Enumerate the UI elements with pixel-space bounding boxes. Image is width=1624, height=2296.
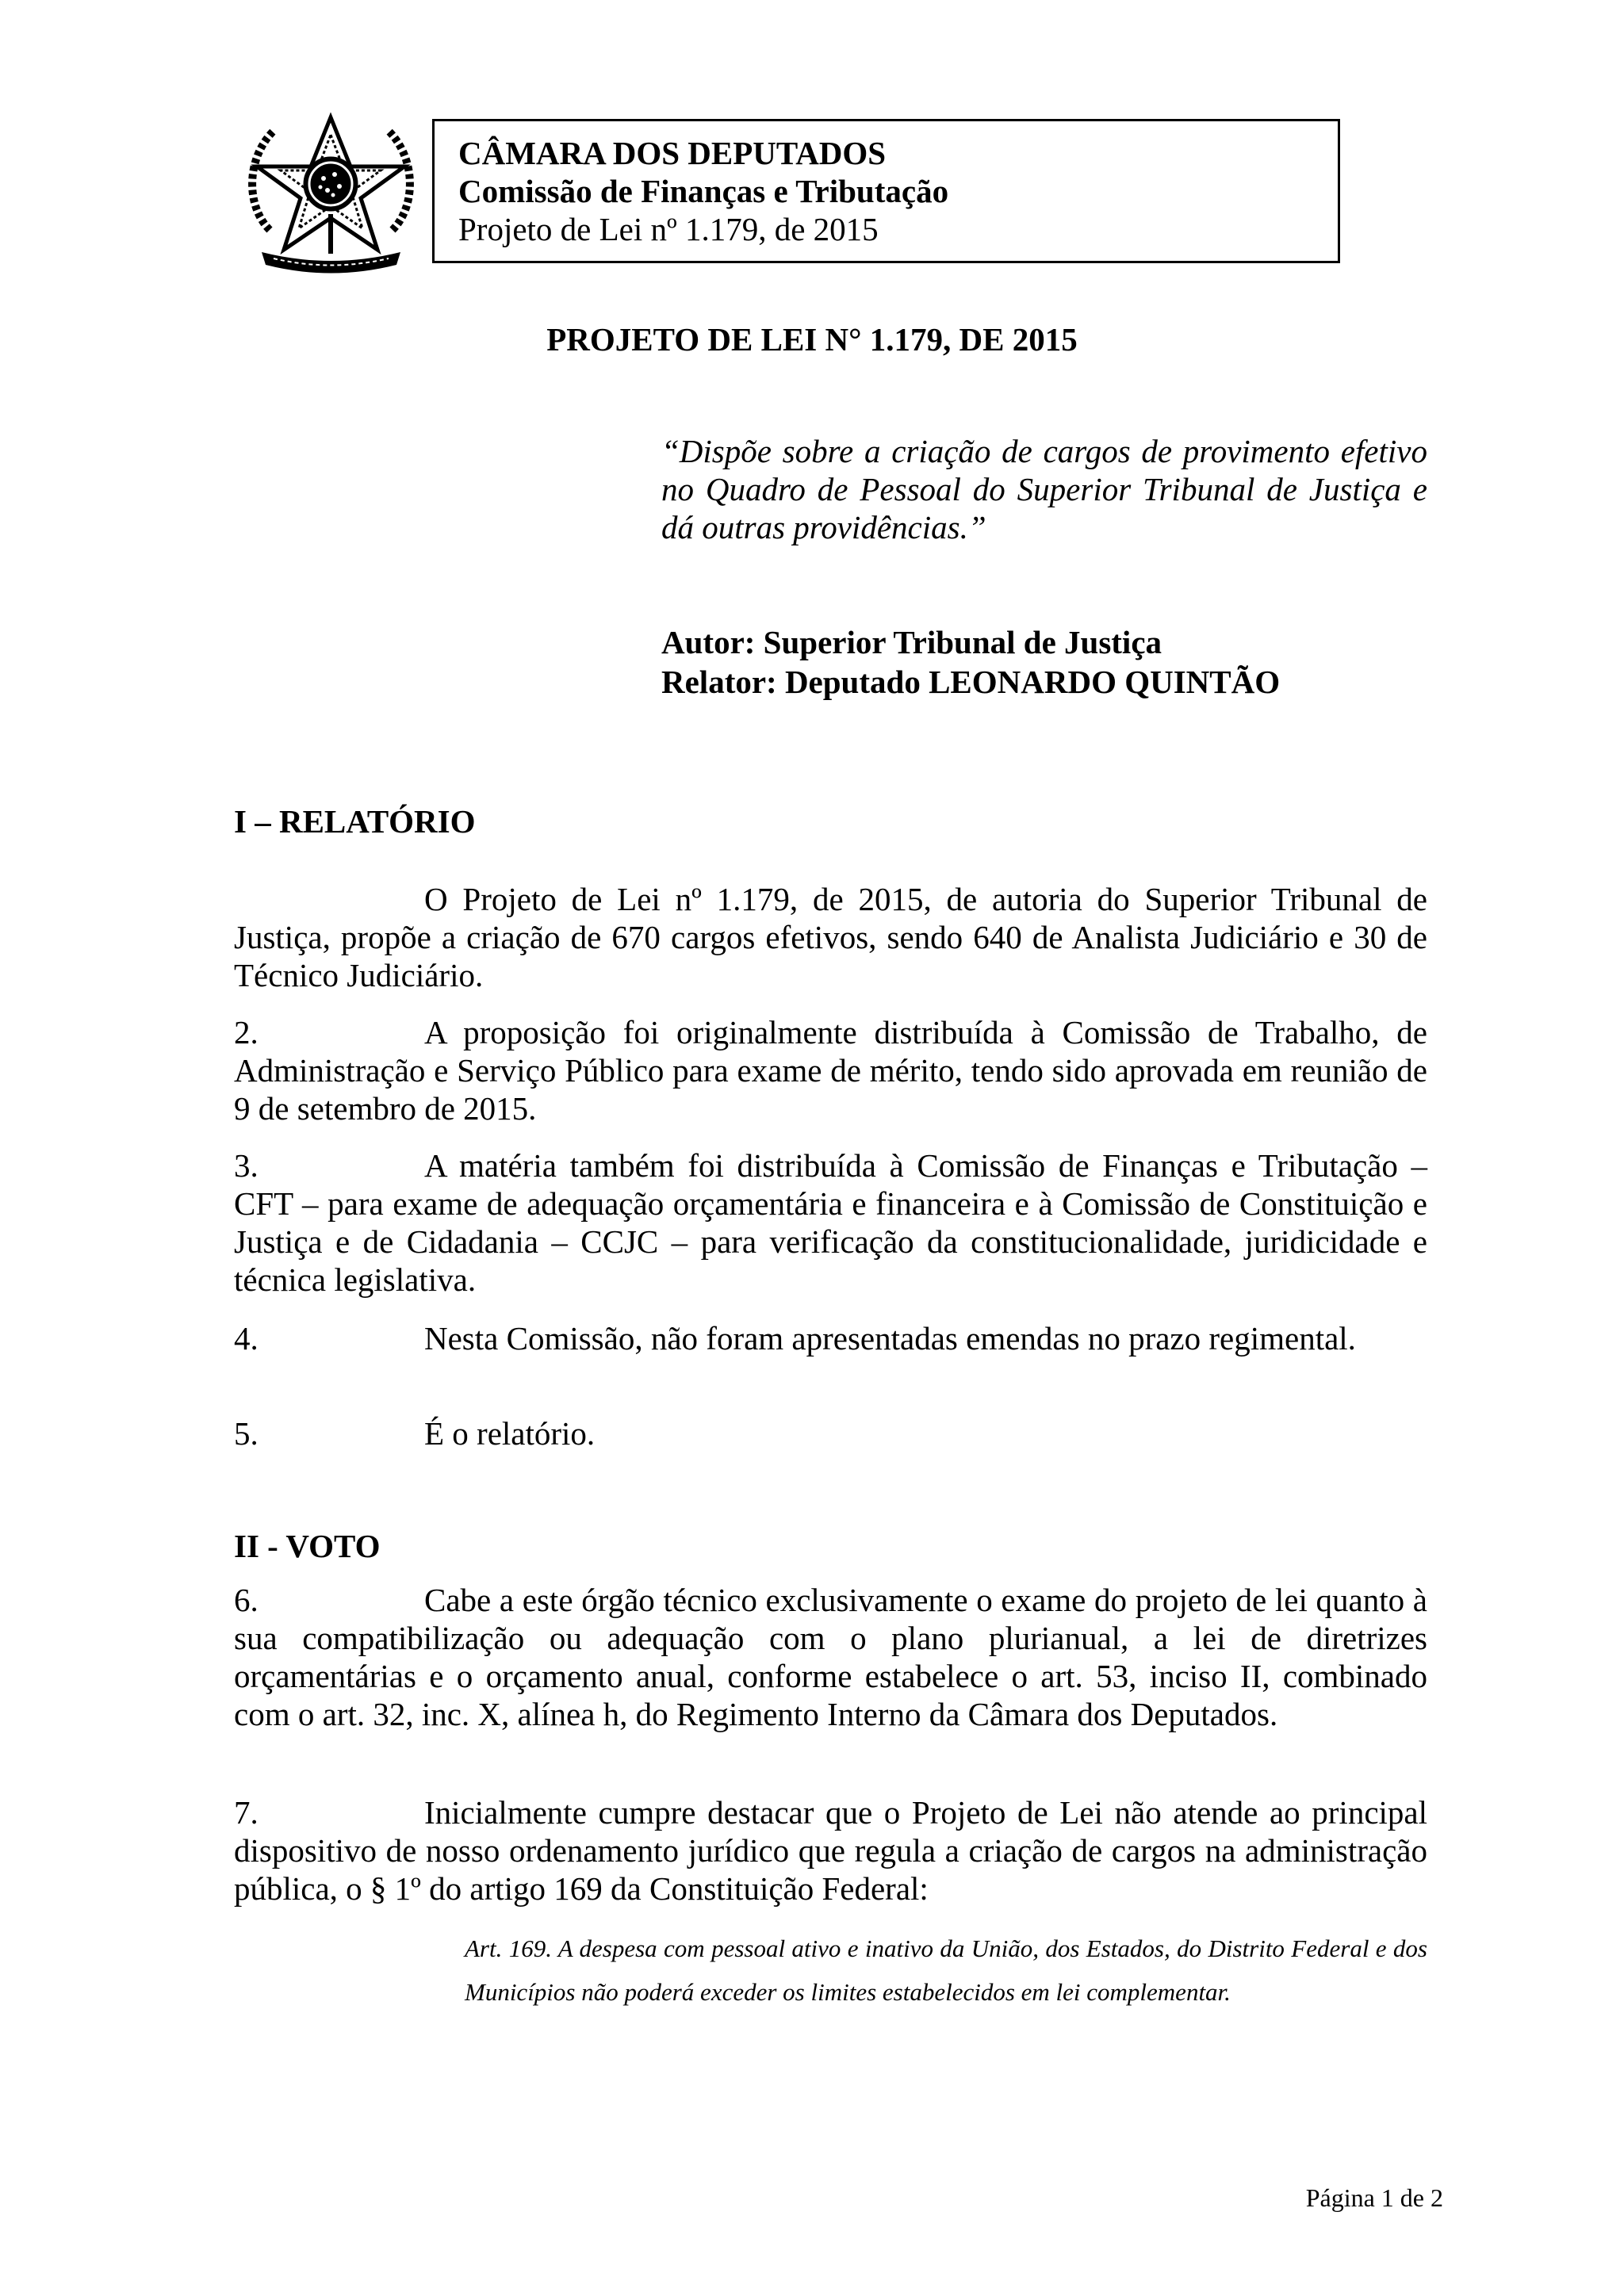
rapporteur: Relator: Deputado LEONARDO QUINTÃO: [661, 664, 1281, 700]
paragraph-number: 4.: [234, 1320, 259, 1357]
coat-of-arms-icon: [238, 111, 424, 274]
paragraph-3-text: A matéria também foi distribuída à Comissão de Finanças e Tributação – CFT – para exame de adequação orçamentária e financeira e à Comissão de Constituição e Justiça e de Cidadania – CCJC – para verificação da constitucionalidade, juridicidade e técnica legislativa.: [234, 1147, 1427, 1298]
paragraph-6: [234, 1581, 1427, 1733]
paragraph-2: [234, 1013, 1427, 1127]
paragraph-6-text: Cabe a este órgão técnico exclusivamente o exame do projeto de lei quanto à sua compatibilização ou adequação com o plano plurianual, a lei de diretrizes orçamentárias e o orçamento anual, conforme estabelece o art. 53, inciso II, combinado com o art. 32, inc. X, alínea h, do Regimento Interno da Câmara dos Deputados.: [234, 1582, 1427, 1732]
paragraph-1: [234, 880, 1427, 994]
paragraph-4: [234, 1319, 1427, 1357]
paragraph-number: 7.: [234, 1794, 259, 1831]
institution-name: CÂMARA DOS DEPUTADOS: [458, 135, 887, 171]
section-heading-voto: II - VOTO: [234, 1528, 381, 1564]
paragraph-number: 5.: [234, 1415, 259, 1452]
paragraph-number: 6.: [234, 1582, 259, 1618]
constitution-quote: Art. 169. A despesa com pessoal ativo e inativo da União, dos Estados, do Distrito Federal e dos Municípios não poderá exceder os limites estabelecidos em lei complementar.: [465, 1934, 1427, 2006]
paragraph-number: 2.: [234, 1014, 259, 1050]
document-title: PROJETO DE LEI N° 1.179, DE 2015: [546, 321, 1078, 358]
paragraph-2-text: A proposição foi originalmente distribuída à Comissão de Trabalho, de Administração e Serviço Público para exame de mérito, tendo sido aprovada em reunião de 9 de setembro de 2015.: [234, 1014, 1427, 1127]
paragraph-1-text: O Projeto de Lei nº 1.179, de 2015, de autoria do Superior Tribunal de Justiça, propõe a criação de 670 cargos efetivos, sendo 640 de Analista Judiciário e 30 de Técnico Judiciário.: [234, 881, 1427, 993]
paragraph-3: [234, 1146, 1427, 1299]
page-number: Página 1 de 2: [1305, 2183, 1443, 2212]
committee-name: Comissão de Finanças e Tributação: [458, 173, 949, 209]
paragraph-4-text: Nesta Comissão, não foram apresentadas emendas no prazo regimental.: [424, 1320, 1356, 1357]
bill-reference: Projeto de Lei nº 1.179, de 2015: [458, 211, 879, 247]
paragraph-7-text: Inicialmente cumpre destacar que o Projeto de Lei não atende ao principal dispositivo de nosso ordenamento jurídico que regula a criação de cargos na administração pública, o § 1º do artigo 169 da Constituição Federal:: [234, 1794, 1427, 1907]
paragraph-5-text: É o relatório.: [424, 1415, 596, 1452]
author: Autor: Superior Tribunal de Justiça: [661, 624, 1162, 660]
section-heading-relatorio: I – RELATÓRIO: [234, 803, 476, 840]
paragraph-7: [234, 1793, 1427, 1908]
ementa: “Dispõe sobre a criação de cargos de provimento efetivo no Quadro de Pessoal do Superior Tribunal de Justiça e dá outras providências.”: [661, 433, 1427, 545]
paragraph-5: [234, 1414, 1427, 1452]
paragraph-number: 3.: [234, 1147, 259, 1184]
header-box: [432, 119, 1340, 263]
authors-block: [661, 622, 1280, 702]
